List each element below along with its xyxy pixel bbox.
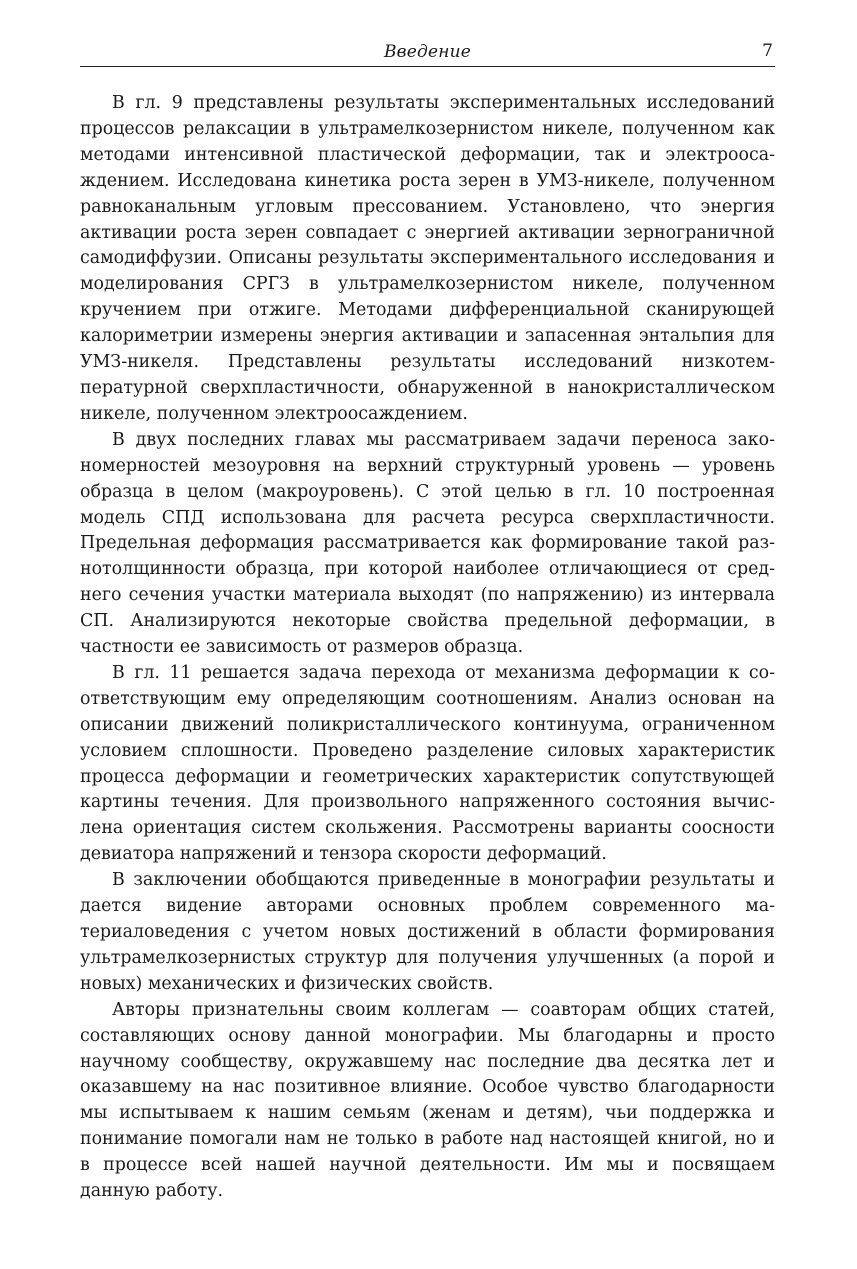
paragraph-ch11: В гл. 11 решается задача перехода от механизма деформации к соответствующим ему определяющим соотношениям. Анализ основан на описании движений поликристаллического континуума, ограниченном условием сплошности. Проведено разделение силовых характеристик процесса деформации и геометрических характеристик сопутствующей картины течения. Для произвольного напряженного состояния вычислена ориентация систем скольжения. Рассмотрены варианты соосности девиатора напряжений и тензора скорости деформаций. bbox=[80, 662, 775, 865]
page-number: 7 bbox=[762, 41, 773, 61]
paragraph-acknowledgements: Авторы признательны своим коллегам — соавторам общих статей, составляющих основу данной монографии. Мы благодарны и просто научному сообществу, окружавшему нас последние два десятка лет и оказавшему на нас позитивное влияние. Особое чувство благодарности мы испытываем к нашим семьям (женам и детям), чьи поддержка и понимание помогали нам не только в работе над настоящей книгой, но и в процессе всей нашей научной деятельности. Им мы и посвящаем данную работу. bbox=[80, 999, 775, 1202]
paragraph-last-chapters: В двух последних главах мы рассматриваем задачи переноса закономерностей мезоуровня на верхний структурный уровень — уровень образца в целом (макроуровень). С этой целью в гл. 10 построенная модель СПД использована для расчета ресурса сверхпластичности. Предельная деформация рассматривается как формирование такой разнотолщинности образца, при которой наиболее отличающиеся от среднего сечения участки материала выходят (по напряжению) из интервала СП. Анализируются некоторые свойства предельной деформации, в частности ее зависимость от размеров образца. bbox=[80, 429, 775, 658]
paragraph-conclusion: В заключении обобщаются приведенные в монографии результаты и дается видение авторами основных проблем современного материаловедения с учетом новых достижений в области формирования ультрамелкозернистых структур для получения улучшенных (а порой и новых) механических и физических свойств. bbox=[80, 870, 775, 994]
running-header bbox=[80, 36, 775, 67]
body-text bbox=[80, 91, 775, 1205]
book-page bbox=[80, 36, 775, 1205]
section-title: Введение bbox=[383, 42, 472, 62]
paragraph-ch9: В гл. 9 представлены результаты экспериментальных исследований процессов релаксации в ультрамелкозернистом никеле, полученном как методами интенсивной пластической деформации, так и электроосаждением. Исследована кинетика роста зерен в УМЗ-никеле, полученном равноканальным угловым прессованием. Установлено, что энергия активации роста зерен совпадает с энергией активации зернограничной самодиффузии. Описаны результаты экспериментального исследования и моделирования СРГЗ в ультрамелкозернистом никеле, полученном кручением при отжиге. Методами дифференциальной сканирующей калориметрии измерены энергия активации и запасенная энтальпия для УМЗ-никеля. Представлены результаты исследований низкотемпературной сверхпластичности, обнаруженной в нанокристаллическом никеле, полученном электроосаждением. bbox=[80, 93, 775, 424]
